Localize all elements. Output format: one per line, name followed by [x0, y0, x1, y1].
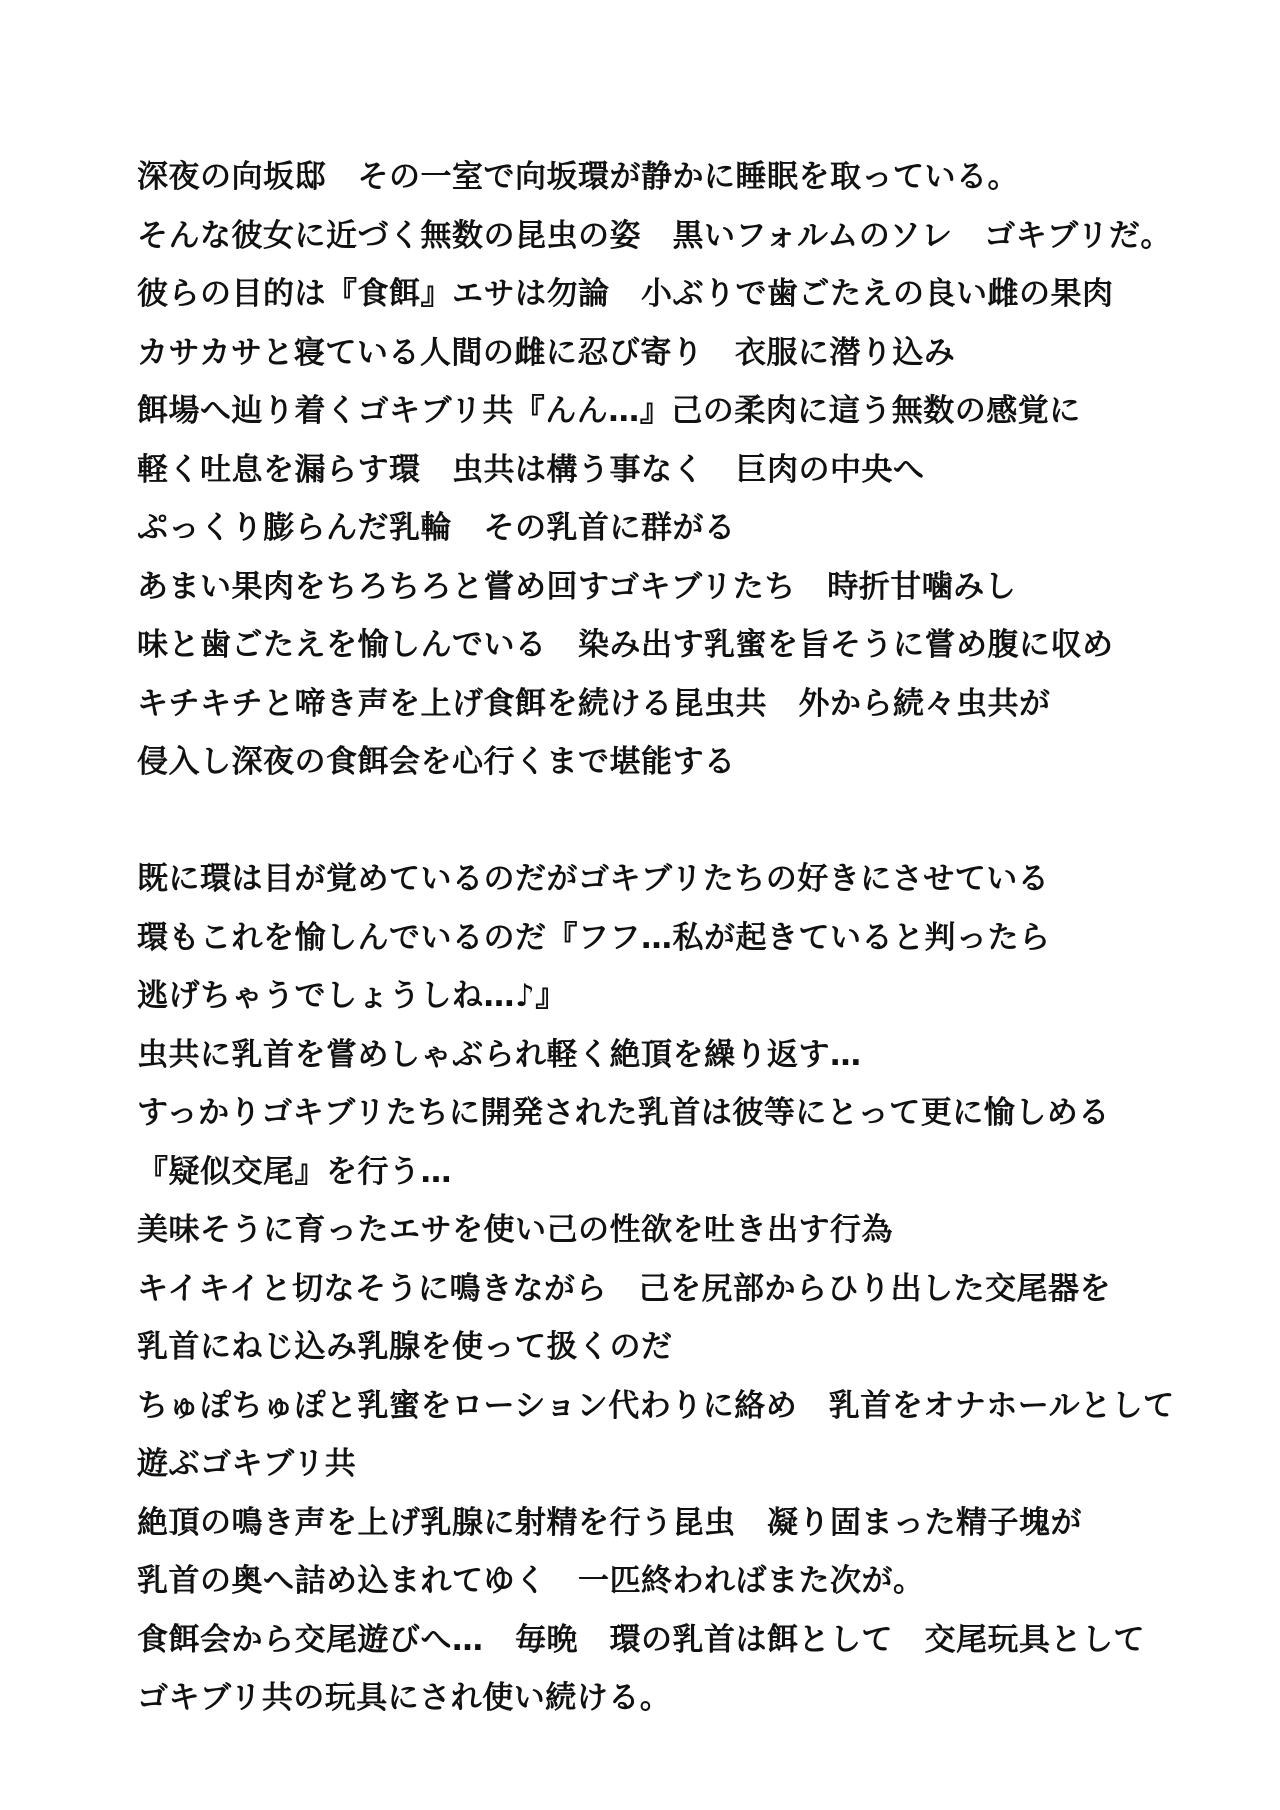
text-line: キチキチと啼き声を上げ食餌を続ける昆虫共 外から続々虫共が: [137, 685, 1051, 722]
text-line: 遊ぶゴキブリ共: [137, 1446, 357, 1482]
text-line: 乳首の奥へ詰め込まれてゆく 一匹終わればまた次が。: [137, 1563, 925, 1599]
text-line: そんな彼女に近づく無数の昆虫の姿 黒いフォルムのソレ ゴキブリだ。: [137, 217, 1172, 254]
text-line: 深夜の向坂邸 その一室で向坂環が静かに睡眠を取っている。: [137, 159, 1019, 195]
text-line: 乳首にねじ込み乳腺を使って扱くのだ: [137, 1329, 673, 1365]
text-line: ぷっくり膨らんだ乳輪 その乳首に群がる: [137, 510, 736, 546]
text-line: 食餌会から交尾遊びへ… 毎晩 環の乳首は餌として 交尾玩具として: [137, 1621, 1145, 1658]
text-line: 侵入し深夜の食餌会を心行くまで堪能する: [137, 744, 736, 780]
text-line: 美味そうに育ったエサを使い己の性欲を吐き出す行為: [137, 1212, 893, 1248]
text-line: 『疑似交尾』を行う…: [137, 1153, 452, 1190]
text-line: 環もこれを愉しんでいるのだ『フフ…私が起きていると判ったら: [137, 919, 1051, 956]
paragraph-1: [137, 148, 1240, 792]
text-line: あまい果肉をちろちろと嘗め回すゴキブリたち 時折甘噛みし: [137, 568, 1017, 605]
text-line: ちゅぽちゅぽと乳蜜をローション代わりに絡め 乳首をオナホールとして: [137, 1387, 1175, 1424]
text-line: すっかりゴキブリたちに開発された乳首は彼等にとって更に愉しめる: [137, 1095, 1110, 1131]
text-line: 既に環は目が覚めているのだがゴキブリたちの好きにさせている: [137, 861, 1050, 897]
text-line: 虫共に乳首を嘗めしゃぶられ軽く絶頂を繰り返す…: [137, 1036, 862, 1073]
text-line: 絶頂の鳴き声を上げ乳腺に射精を行う昆虫 凝り固まった精子塊が: [137, 1504, 1082, 1541]
text-line: 彼らの目的は『食餌』エサは勿論 小ぶりで歯ごたえの良い雌の果肉: [137, 276, 1114, 312]
text-page: [137, 148, 1240, 1728]
text-line: 餌場へ辿り着くゴキブリ共『んん…』己の柔肉に這う無数の感覚に: [137, 393, 1081, 429]
text-line: ゴキブリ共の玩具にされ使い続ける。: [137, 1680, 672, 1716]
text-line: 逃げちゃうでしょうしね…♪』: [137, 978, 567, 1014]
text-line: 軽く吐息を漏らす環 虫共は構う事なく 巨肉の中央へ: [137, 451, 925, 488]
paragraph-2: [137, 850, 1240, 1728]
blank-line: [137, 792, 1240, 851]
text-line: カサカサと寝ている人間の雌に忍び寄り 衣服に潜り込み: [137, 334, 956, 371]
text-line: 味と歯ごたえを愉しんでいる 染み出す乳蜜を旨そうに嘗め腹に収め: [137, 627, 1114, 663]
text-line: キイキイと切なそうに鳴きながら 己を尻部からひり出した交尾器を: [137, 1270, 1112, 1307]
